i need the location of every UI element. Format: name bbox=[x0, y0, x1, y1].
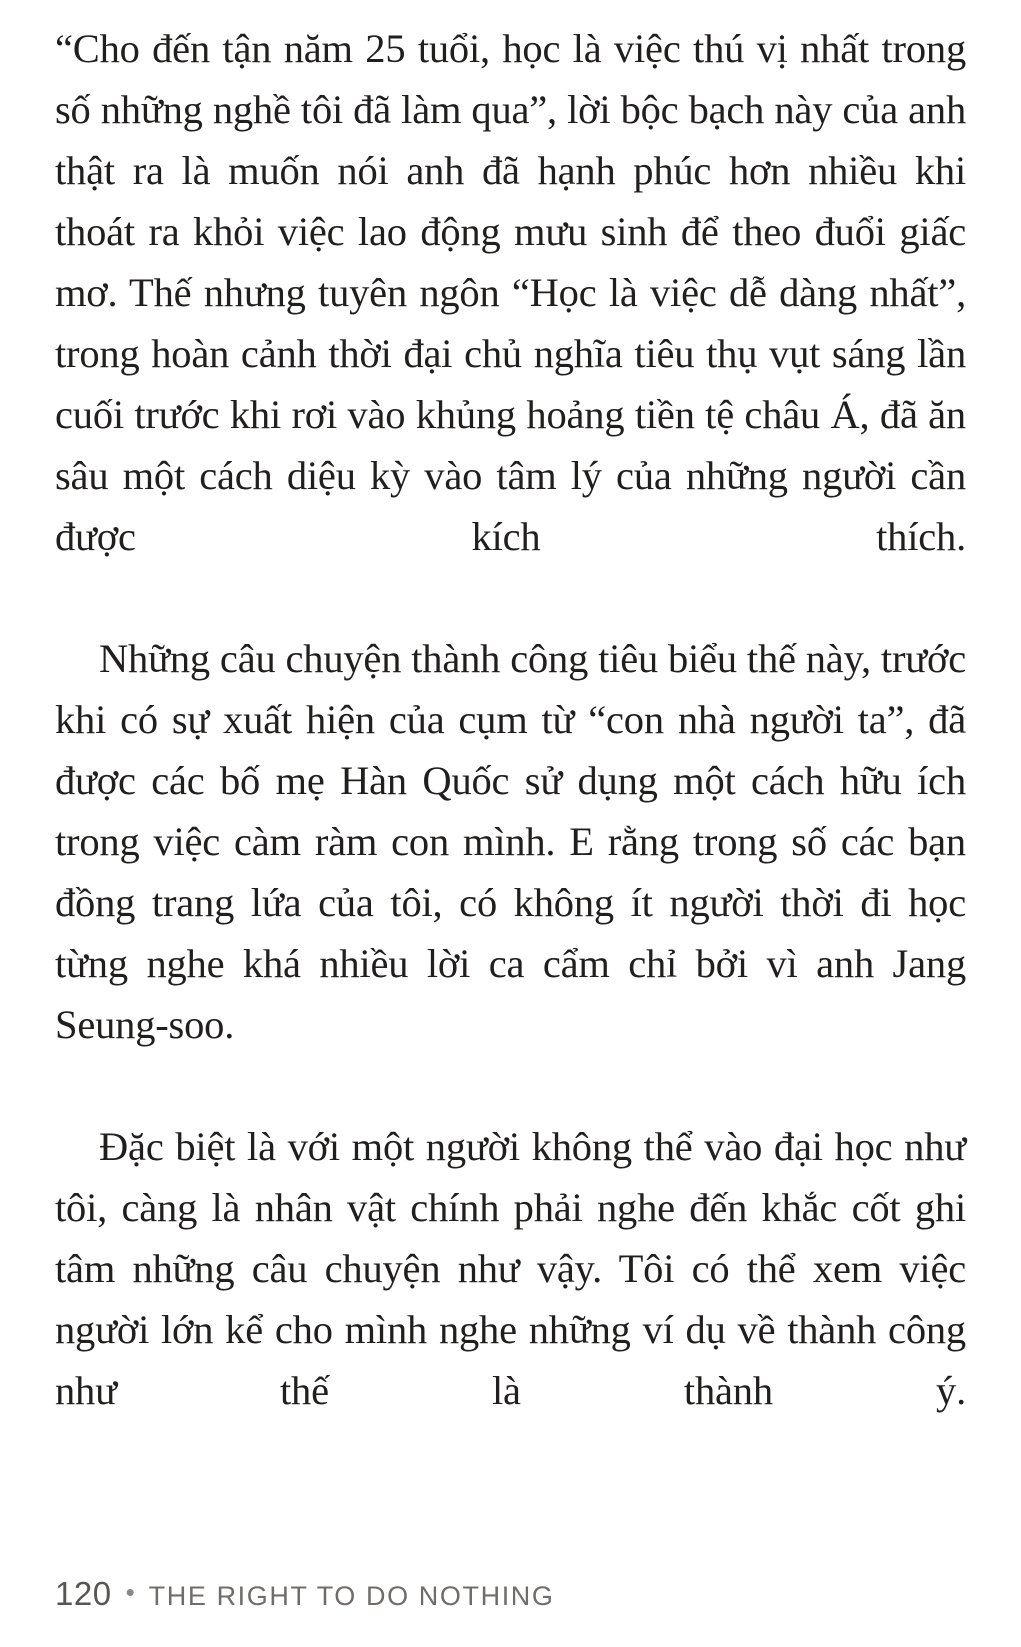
footer-separator: • bbox=[125, 1577, 135, 1607]
page-number: 120 bbox=[55, 1575, 112, 1612]
running-head: THE RIGHT TO DO NOTHING bbox=[148, 1581, 555, 1611]
page-body bbox=[55, 18, 966, 1482]
paragraph-3: Đặc biệt là với một người không thể vào đại học như tôi, càng là nhân vật chính phải nghe đến khắc cốt ghi tâm những câu chuyện như vậy. Tôi có thể xem việc người lớn kể cho mình nghe những ví dụ về thành công như thế là thành ý. bbox=[55, 1124, 966, 1413]
paragraph-2: Những câu chuyện thành công tiêu biểu thế này, trước khi có sự xuất hiện của cụm từ “con nhà người ta”, đã được các bố mẹ Hàn Quốc sử dụng một cách hữu ích trong việc càm ràm con mình. E rằng trong số các bạn đồng trang lứa của tôi, có không ít người thời đi học từng nghe khá nhiều lời ca cẩm chỉ bởi vì anh Jang Seung-soo. bbox=[55, 636, 966, 1047]
paragraph-1: “Cho đến tận năm 25 tuổi, học là việc thú vị nhất trong số những nghề tôi đã làm qua”, lời bộc bạch này của anh thật ra là muốn nói anh đã hạnh phúc hơn nhiều khi thoát ra khỏi việc lao động mưu sinh để theo đuổi giấc mơ. Thế nhưng tuyên ngôn “Học là việc dễ dàng nhất”, trong hoàn cảnh thời đại chủ nghĩa tiêu thụ vụt sáng lần cuối trước khi rơi vào khủng hoảng tiền tệ châu Á, đã ăn sâu một cách diệu kỳ vào tâm lý của những người cần được kích thích. bbox=[55, 26, 966, 559]
page-footer bbox=[55, 1575, 555, 1613]
